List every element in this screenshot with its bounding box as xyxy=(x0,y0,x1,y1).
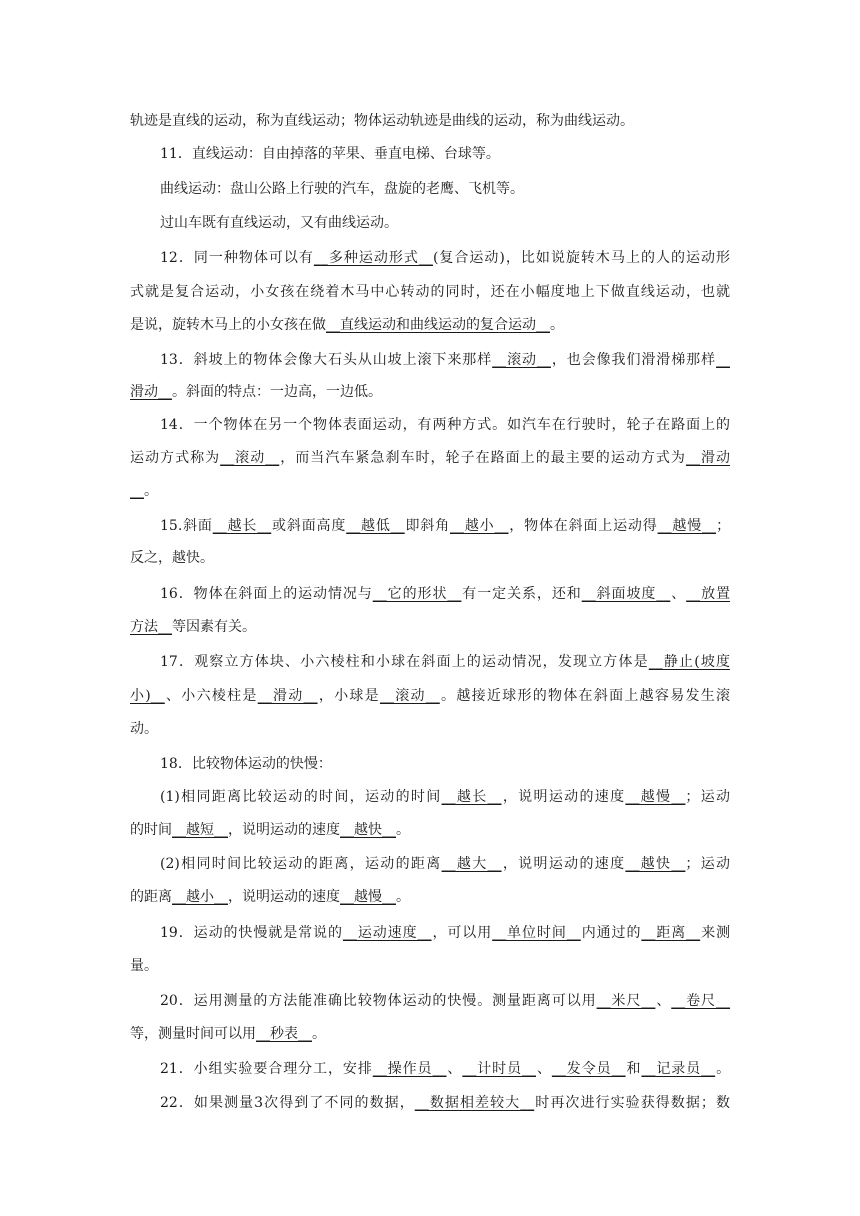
text-segment: 。斜面的特点：一边高，一边低。 xyxy=(172,384,382,400)
text-segment: ，可以用 xyxy=(431,925,493,941)
text-segment: 的距离 xyxy=(130,889,172,905)
text-segment: 17．观察立方体块、小六棱柱和小球在斜面上的运动情况，发现立方体是 xyxy=(160,654,649,670)
answer-blank: __越长__ xyxy=(441,789,502,805)
text-line xyxy=(130,313,730,337)
text-line xyxy=(130,1022,730,1046)
answer-blank: 方法__ xyxy=(130,619,172,635)
text-line xyxy=(160,211,730,235)
answer-blank: __米尺__ xyxy=(596,993,656,1009)
answer-blank: __越小__ xyxy=(450,518,509,534)
text-segment: (1)相同距离比较运动的时间，运动的时间 xyxy=(160,789,442,805)
text-segment: 运动方式称为 xyxy=(130,450,221,466)
answer-blank: __越快__ xyxy=(625,856,686,872)
text-segment: 或斜面高度 xyxy=(271,518,347,534)
text-segment: 。 xyxy=(396,889,410,905)
answer-blank: __静止(坡度 xyxy=(648,654,730,670)
answer-blank: __记录员__ xyxy=(641,1061,716,1077)
answer-blank: __越快__ xyxy=(340,822,396,838)
answer-blank: __数据相差较大__ xyxy=(414,1095,535,1111)
text-segment: 、 xyxy=(536,1061,552,1077)
text-segment: ，小球是 xyxy=(317,688,380,704)
answer-blank: __滑动__ xyxy=(257,688,318,704)
answer-blank: __它的形状__ xyxy=(372,586,462,602)
text-segment: 来测 xyxy=(700,925,731,941)
text-line xyxy=(160,177,730,201)
text-line xyxy=(160,1091,730,1115)
text-segment: 轨迹是直线的运动，称为直线运动；物体运动轨迹是曲线的运动，称为曲线运动。 xyxy=(130,113,634,129)
answer-blank: 滑动__ xyxy=(130,384,172,400)
answer-blank: __直线运动和曲线运动的复合运动__ xyxy=(326,317,550,333)
text-segment: 21．小组实验要合理分工，安排 xyxy=(160,1061,373,1077)
answer-blank: __单位时间__ xyxy=(492,925,581,941)
text-segment: 过山车既有直线运动，又有曲线运动。 xyxy=(160,215,398,231)
text-segment: 13．斜坡上的物体会像大石头从山坡上滚下来那样 xyxy=(160,352,493,368)
text-segment: ，说明运动的速度 xyxy=(501,789,626,805)
answer-blank: __运动速度__ xyxy=(342,925,432,941)
text-segment: 19．运动的快慢就是常说的 xyxy=(160,925,343,941)
text-line xyxy=(160,348,730,372)
text-segment: 14．一个物体在另一个物体表面运动，有两种方式。如汽车在行驶时，轮子在路面上的 xyxy=(160,417,730,433)
text-line xyxy=(160,514,730,538)
text-segment: 16．物体在斜面上的运动情况与 xyxy=(160,586,373,602)
text-segment: 。 xyxy=(550,317,564,333)
answer-blank: __多种运动形式__ xyxy=(313,250,433,266)
answer-blank: __越小__ xyxy=(172,889,228,905)
text-segment: 量。 xyxy=(130,958,158,974)
text-line xyxy=(130,109,730,133)
answer-blank: __越慢__ xyxy=(340,889,396,905)
text-segment: ；运动 xyxy=(685,789,731,805)
text-segment: 。 xyxy=(312,1026,326,1042)
text-segment: 。越接近球形的物体在斜面上越容易发生滚 xyxy=(439,688,731,704)
text-segment: 22．如果测量3次得到了不同的数据， xyxy=(160,1095,415,1111)
text-line xyxy=(130,818,730,842)
text-line xyxy=(160,650,730,674)
text-segment: ，说明运动的速度 xyxy=(501,856,626,872)
text-segment: 动。 xyxy=(130,721,158,737)
text-line xyxy=(130,446,730,470)
text-line xyxy=(130,380,730,404)
text-line xyxy=(130,684,730,708)
answer-blank: __斜面坡度__ xyxy=(581,586,671,602)
text-segment: 式就是复合运动，小女孩在绕着木马中心转动的同时，还在小幅度地上下做直线运动，也就 xyxy=(130,284,730,300)
answer-blank: __操作员__ xyxy=(372,1061,447,1077)
text-line xyxy=(130,885,730,909)
answer-blank: __滚动__ xyxy=(379,688,440,704)
answer-blank: __ xyxy=(716,352,731,368)
text-segment: 、 xyxy=(655,993,672,1009)
text-segment: 反之，越快。 xyxy=(130,550,214,566)
text-segment: 等，测量时间可以用 xyxy=(130,1026,256,1042)
text-segment: (2)相同时间比较运动的距离，运动的距离 xyxy=(160,856,442,872)
text-line xyxy=(160,785,730,809)
answer-blank: __滑动 xyxy=(685,450,731,466)
answer-blank: __越大__ xyxy=(441,856,502,872)
answer-blank: __距离__ xyxy=(641,925,701,941)
text-segment: 11．直线运动：自由掉落的苹果、垂直电梯、台球等。 xyxy=(160,146,500,162)
answer-blank: __计时员__ xyxy=(462,1061,537,1077)
text-segment: 18．比较物体运动的快慢： xyxy=(160,756,332,772)
text-line xyxy=(160,989,730,1013)
answer-blank: __越慢__ xyxy=(625,789,686,805)
text-segment: ，说明运动的速度 xyxy=(228,889,340,905)
text-segment: 的时间 xyxy=(130,822,172,838)
text-segment: 曲线运动：盘山公路上行驶的汽车，盘旋的老鹰、飞机等。 xyxy=(160,181,524,197)
text-line xyxy=(160,413,730,437)
text-segment: 时再次进行实验获得数据；数 xyxy=(534,1095,730,1111)
text-segment: 20．运用测量的方法能准确比较物体运动的快慢。测量距离可以用 xyxy=(160,993,597,1009)
answer-blank: __秒表__ xyxy=(256,1026,312,1042)
answer-blank: __放置 xyxy=(686,586,731,602)
text-line xyxy=(160,921,730,945)
answer-blank: __卷尺__ xyxy=(671,993,731,1009)
text-segment: 15.斜面 xyxy=(160,518,213,534)
text-segment: ，物体在斜面上运动得 xyxy=(508,518,658,534)
text-segment: 有一定关系，还和 xyxy=(461,586,582,602)
text-segment: ；运动 xyxy=(685,856,731,872)
text-line xyxy=(160,246,730,270)
answer-blank: 小)__ xyxy=(130,688,165,704)
text-segment: 是说，旋转木马上的小女孩在做 xyxy=(130,317,326,333)
text-line xyxy=(130,615,730,639)
text-segment: 、 xyxy=(670,586,687,602)
text-line xyxy=(130,954,730,978)
text-line xyxy=(160,752,730,776)
text-segment: 内通过的 xyxy=(580,925,642,941)
text-segment: 、小六棱柱是 xyxy=(164,688,258,704)
text-segment: 等因素有关。 xyxy=(172,619,256,635)
text-line xyxy=(130,546,730,570)
text-segment: 。 xyxy=(396,822,410,838)
text-segment: ，也会像我们滑滑梯那样 xyxy=(550,352,717,368)
text-segment: 。 xyxy=(715,1061,731,1077)
text-segment: 、 xyxy=(446,1061,463,1077)
text-line xyxy=(130,479,730,503)
answer-blank: __ xyxy=(130,483,144,499)
answer-blank: __越长__ xyxy=(212,518,272,534)
answer-blank: __滚动__ xyxy=(220,450,280,466)
answer-blank: __越低__ xyxy=(346,518,405,534)
text-line xyxy=(160,1057,730,1081)
text-segment: (复合运动)，比如说旋转木马上的人的运动形 xyxy=(432,250,730,266)
text-line xyxy=(130,280,730,304)
text-segment: 。 xyxy=(144,483,158,499)
answer-blank: __滚动__ xyxy=(492,352,551,368)
text-segment: ，说明运动的速度 xyxy=(228,822,340,838)
text-line xyxy=(160,582,730,606)
text-line xyxy=(130,717,730,741)
text-segment: 12．同一种物体可以有 xyxy=(160,250,314,266)
text-segment: 和 xyxy=(625,1061,642,1077)
text-line xyxy=(160,142,730,166)
text-line xyxy=(160,852,730,876)
answer-blank: __发令员__ xyxy=(551,1061,626,1077)
text-segment: 即斜角 xyxy=(404,518,450,534)
answer-blank: __越短__ xyxy=(172,822,228,838)
answer-blank: __越慢__ xyxy=(657,518,717,534)
text-segment: ； xyxy=(716,518,731,534)
text-segment: ，而当汽车紧急刹车时，轮子在路面上的最主要的运动方式为 xyxy=(279,450,686,466)
